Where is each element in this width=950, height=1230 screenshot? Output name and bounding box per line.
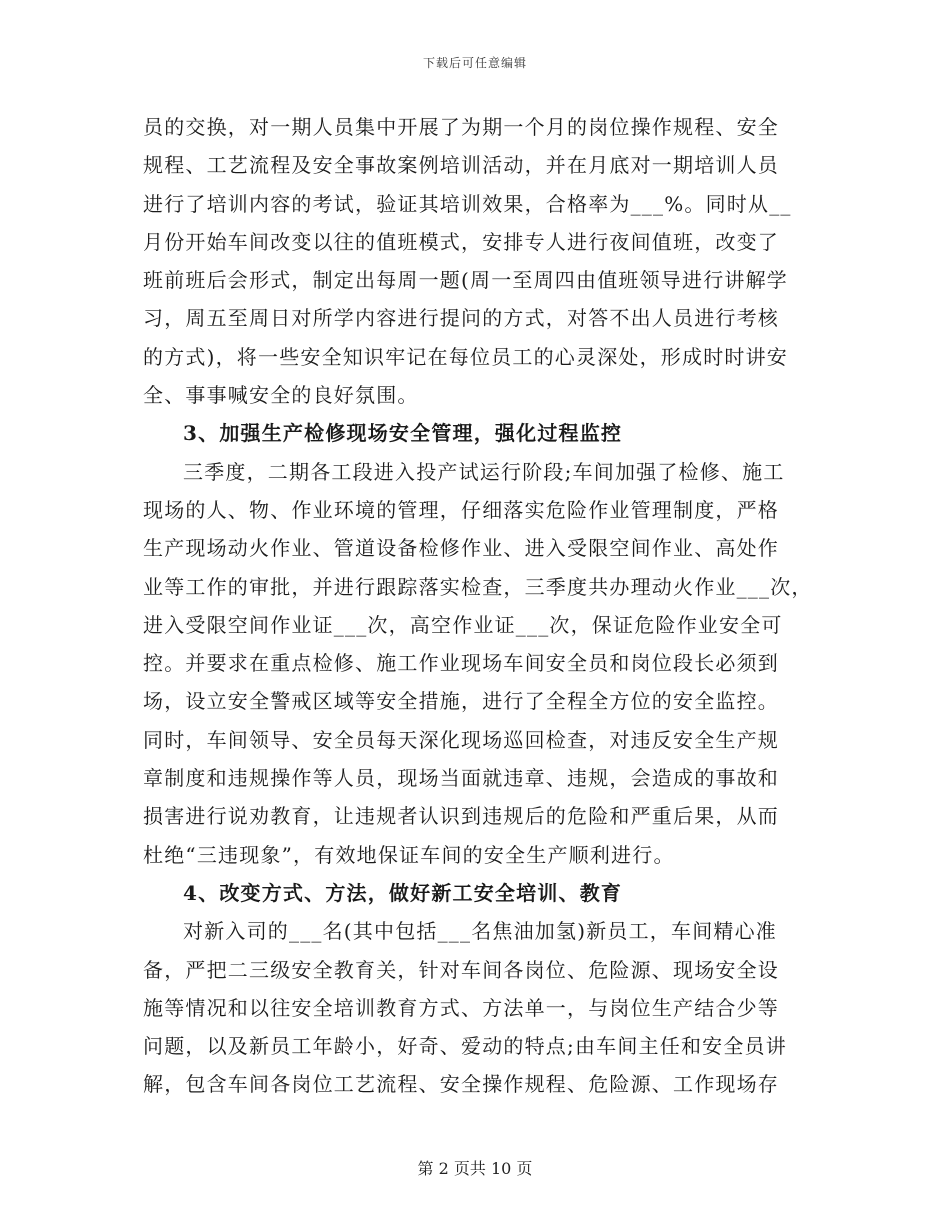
paragraph-line: 进入受限空间作业证___次，高空作业证___次，保证危险作业安全可 bbox=[143, 612, 783, 637]
paragraph-line: 备，严把二三级安全教育关，针对车间各岗位、危险源、现场安全设 bbox=[143, 957, 779, 982]
section-heading-4: 4、改变方式、方法，做好新工安全培训、教育 bbox=[183, 880, 623, 905]
paragraph-line: 三季度，二期各工段进入投产试运行阶段;车间加强了检修、施工 bbox=[183, 459, 785, 484]
document-body bbox=[143, 108, 813, 1104]
paragraph-line: 问题，以及新员工年龄小，好奇、爱动的特点;由车间主任和安全员讲 bbox=[143, 1034, 787, 1059]
paragraph-line: 现场的人、物、作业环境的管理，仔细落实危险作业管理制度，严格 bbox=[143, 497, 779, 522]
paragraph-line: 习，周五至周日对所学内容进行提问的方式，对答不出人员进行考核 bbox=[143, 306, 779, 331]
paragraph-line: 章制度和违规操作等人员，现场当面就违章、违规，会造成的事故和 bbox=[143, 766, 779, 791]
paragraph-line: 施等情况和以往安全培训教育方式、方法单一，与岗位生产结合少等 bbox=[143, 995, 779, 1020]
paragraph-line: 同时，车间领导、安全员每天深化现场巡回检查，对违反安全生产规 bbox=[143, 727, 779, 752]
paragraph-line: 业等工作的审批，并进行跟踪落实检查，三季度共办理动火作业___次， bbox=[143, 574, 813, 599]
paragraph-line: 对新入司的___名(其中包括___名焦油加氢)新员工，车间精心准 bbox=[183, 919, 778, 944]
paragraph-line: 杜绝“三违现象”，有效地保证车间的安全生产顺利进行。 bbox=[143, 842, 675, 867]
paragraph-line: 损害进行说劝教育，让违规者认识到违规后的危险和严重后果，从而 bbox=[143, 804, 779, 829]
paragraph-line: 进行了培训内容的考试，验证其培训效果，合格率为___%。同时从__ bbox=[143, 191, 792, 216]
paragraph-line: 生产现场动火作业、管道设备检修作业、进入受限空间作业、高处作 bbox=[143, 536, 779, 561]
section-heading-3: 3、加强生产检修现场安全管理，强化过程监控 bbox=[183, 421, 623, 446]
paragraph-line: 控。并要求在重点检修、施工作业现场车间安全员和岗位段长必须到 bbox=[143, 651, 779, 676]
paragraph-line: 的方式)，将一些安全知识牢记在每位员工的心灵深处，形成时时讲安 bbox=[143, 344, 789, 369]
paragraph-line: 规程、工艺流程及安全事故案例培训活动，并在月底对一期培训人员 bbox=[143, 153, 779, 178]
paragraph-line: 月份开始车间改变以往的值班模式，安排专人进行夜间值班，改变了 bbox=[143, 229, 779, 254]
paragraph-line: 全、事事喊安全的良好氛围。 bbox=[143, 383, 419, 408]
page-number: 第 2 页共 10 页 bbox=[417, 1159, 533, 1178]
page-header: 下载后可任意编辑 bbox=[422, 56, 527, 70]
paragraph-line: 场，设立安全警戒区域等安全措施，进行了全程全方位的安全监控。 bbox=[143, 689, 779, 714]
paragraph-line: 解，包含车间各岗位工艺流程、安全操作规程、危险源、工作现场存 bbox=[143, 1072, 779, 1097]
paragraph-line: 班前班后会形式，制定出每周一题(周一至周四由值班领导进行讲解学 bbox=[143, 268, 789, 293]
paragraph-line: 员的交换，对一期人员集中开展了为期一个月的岗位操作规程、安全 bbox=[143, 115, 779, 139]
